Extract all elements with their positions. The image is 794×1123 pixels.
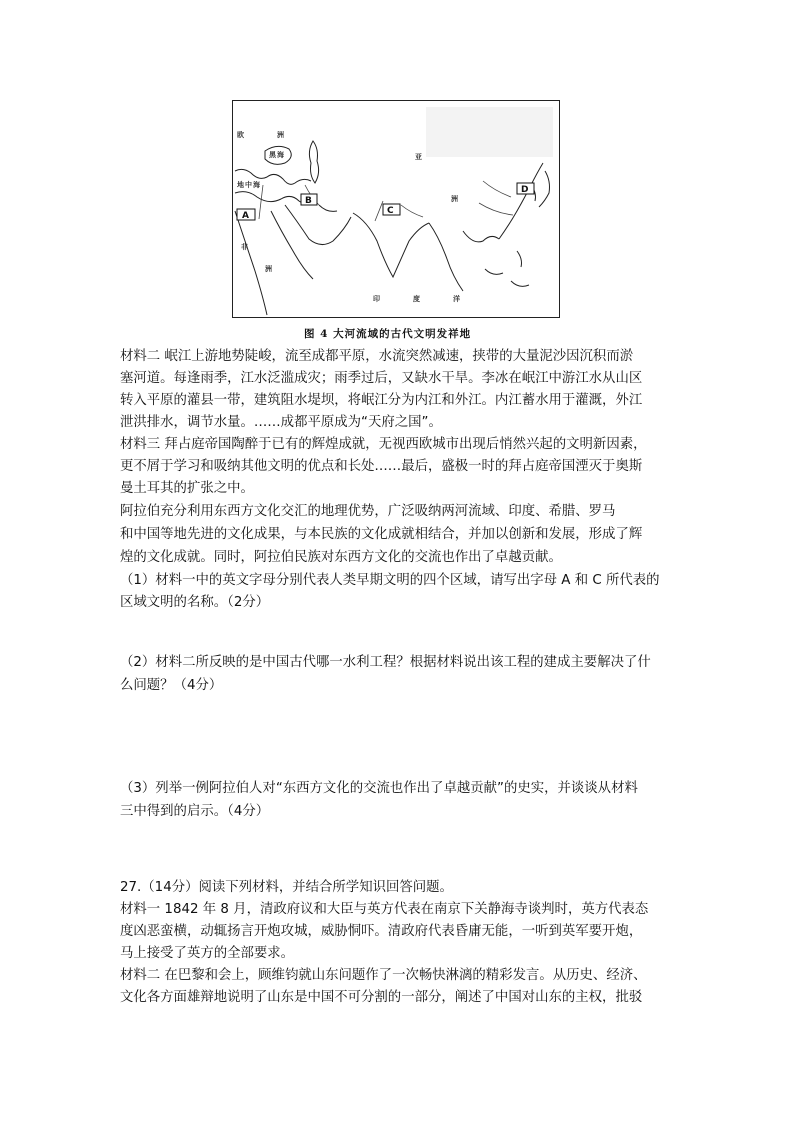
label-indian-ocean-3: 洋 [453, 294, 460, 303]
question-2-cont: 么问题？（4分） [120, 678, 223, 693]
label-europe-2: 洲 [277, 130, 284, 139]
region-letter-c: C [387, 206, 394, 216]
text-line: 煌的文化成就。同时，阿拉伯民族对东西方文化的交流也作出了卓越贡献。 [120, 550, 562, 565]
label-indian-ocean-2: 度 [413, 294, 420, 303]
label-med-1: 地 [237, 180, 244, 189]
text-line: 更不屑于学习和吸纳其他文明的优点和长处……最后，盛极一时的拜占庭帝国湮灭于奥斯 [120, 459, 643, 474]
map-caption: 图 4 大河流域的古代文明发祥地 [304, 328, 472, 340]
question-1: （1）材料一中的英文字母分别代表人类早期文明的四个区域，请写出字母 A 和 C 所代表的 [120, 573, 660, 588]
question-2: （2）材料二所反映的是中国古代哪一水利工程？根据材料说出该工程的建成主要解决了什 [120, 655, 651, 670]
text-line: 转入平原的灌县一带，建筑阻水堤坝，将岷江分为内江和外江。内江蓄水用于灌溉，外江 [120, 393, 643, 408]
label-med-3: 海 [253, 180, 260, 189]
text-line: 马上接受了英方的全部要求。 [120, 946, 295, 961]
region-letter-a: A [242, 211, 249, 221]
label-asia-2: 洲 [451, 194, 458, 203]
label-black-sea-2: 海 [277, 150, 284, 159]
label-med-2: 中 [245, 180, 252, 189]
label-indian-ocean-1: 印 [373, 294, 380, 303]
text-line: 材料三 拜占庭帝国陶醉于已有的辉煌成就，无视西欧城市出现后悄然兴起的文明新因素， [120, 437, 647, 452]
label-asia-1: 亚 [415, 152, 422, 161]
map-drawing [233, 101, 559, 317]
text-line: 和中国等地先进的文化成果，与本民族的文化成就相结合，并加以创新和发展，形成了辉 [120, 527, 643, 542]
text-line: 曼土耳其的扩张之中。 [120, 481, 254, 496]
text-line: 材料一 1842 年 8 月，清政府议和大臣与英方代表在南京下关静海寺谈判时，英方代表态 [120, 902, 649, 917]
text-line: 塞河道。每逢雨季，江水泛滥成灾；雨季过后，又缺水干旱。李冰在岷江中游江水从山区 [120, 371, 643, 386]
region-letter-d: D [521, 185, 529, 195]
text-line: 泄洪排水，调节水量。……成都平原成为“天府之国”。 [120, 415, 442, 430]
text-line: 阿拉伯充分利用东西方文化交汇的地理优势，广泛吸纳两河流域、印度、希腊、罗马 [120, 504, 616, 519]
civilization-map [232, 100, 560, 318]
question-3-cont: 三中得到的启示。（4分） [120, 804, 270, 819]
text-line: 材料二 在巴黎和会上，顾维钧就山东问题作了一次畅快淋漓的精彩发言。从历史、经济、 [120, 968, 647, 983]
label-black-sea-1: 黑 [269, 150, 276, 159]
region-boxes [237, 183, 534, 221]
text-line: 度凶恶蛮横，动辄扬言开炮攻城，威胁恫吓。清政府代表昏庸无能，一听到英军要开炮， [120, 924, 643, 939]
question-1-cont: 区域文明的名称。（2分） [120, 595, 270, 610]
question-3: （3）列举一例阿拉伯人对“东西方文化的交流也作出了卓越贡献”的史实，并谈谈从材料 [120, 781, 638, 796]
map-blank-area [426, 107, 553, 157]
label-europe-1: 欧 [237, 130, 244, 139]
question-27-heading: 27.（14分）阅读下列材料，并结合所学知识回答问题。 [120, 880, 453, 895]
text-line: 材料二 岷江上游地势陡峻，流至成都平原，水流突然减速，挟带的大量泥沙因沉积而淤 [120, 349, 634, 364]
region-letter-b: B [305, 196, 312, 206]
label-africa-1: 非 [241, 242, 248, 251]
coastlines [235, 141, 550, 315]
label-africa-2: 洲 [265, 264, 272, 273]
text-line: 文化各方面雄辩地说明了山东是中国不可分割的一部分，阐述了中国对山东的主权，批驳 [120, 990, 643, 1005]
